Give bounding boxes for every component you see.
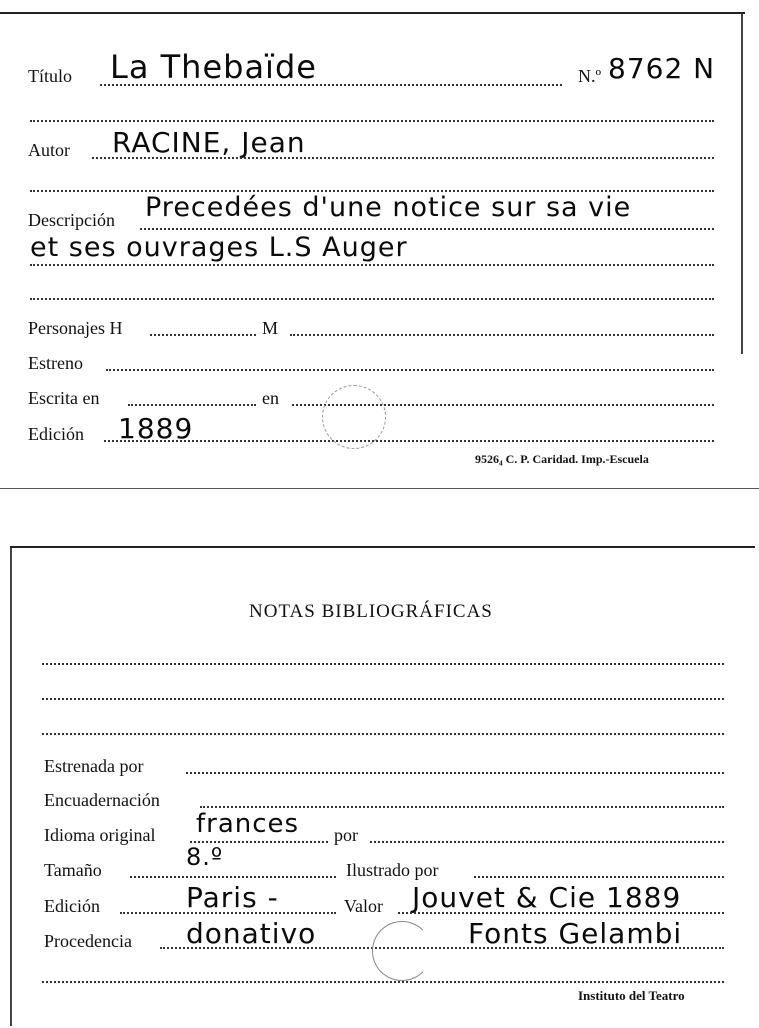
valor-label: Valor: [344, 896, 383, 916]
autor-line: [92, 157, 714, 159]
descripcion-line1: Precedées d'une notice sur sa vie: [145, 192, 632, 223]
personajes-h-line: [150, 334, 256, 336]
numero-label: N.º: [578, 66, 602, 86]
notes-line: [42, 663, 724, 665]
edicion-value: Paris -: [186, 881, 279, 914]
por-line: [370, 841, 724, 843]
tamano-line: [130, 876, 336, 878]
autor-value: RACINE, Jean: [112, 126, 306, 159]
por-label: por: [334, 825, 358, 845]
estreno-label: Estreno: [28, 353, 83, 373]
titulo-value: La Thebaïde: [110, 48, 317, 86]
idioma-value: frances: [196, 809, 300, 839]
notas-heading: NOTAS BIBLIOGRÁFICAS: [249, 601, 493, 622]
titulo-label: Título: [28, 66, 72, 86]
encuadernacion-label: Encuadernación: [44, 790, 160, 810]
edicion-label: Edición: [44, 896, 100, 916]
card-right-edge: [741, 14, 743, 354]
catalog-card-front: [0, 0, 759, 495]
tamano-value: 8.º: [186, 843, 224, 871]
personajes-label: Personajes H: [28, 318, 123, 338]
escrita-label: Escrita en: [28, 388, 100, 408]
procedencia-value2: Fonts Gelambi: [468, 917, 683, 950]
notes-line: [42, 733, 724, 735]
footer-institution: Instituto del Teatro: [578, 988, 685, 1003]
titulo-line: [100, 84, 562, 86]
notes-line: [42, 981, 724, 983]
edicion-line: [120, 912, 336, 914]
edicion-line: [104, 440, 714, 442]
stamp-mark: [322, 385, 386, 449]
m-label: M: [262, 318, 279, 338]
valor-value: Jouvet & Cie 1889: [412, 881, 682, 914]
descripcion-line2: et ses ouvrages L.S Auger: [30, 232, 408, 263]
stamp-mark: [372, 921, 432, 981]
encuadernacion-line: [200, 806, 724, 808]
procedencia-value: donativo: [186, 917, 317, 950]
escrita-line: [128, 404, 256, 406]
estrenada-label: Estrenada por: [44, 756, 144, 776]
catalog-card-back: [0, 543, 759, 1028]
valor-line: [398, 912, 724, 914]
procedencia-line: [160, 947, 724, 949]
personajes-m-line: [290, 334, 714, 336]
card-top-edge: [10, 546, 755, 548]
edicion-label: Edición: [28, 424, 84, 444]
en-label: en: [262, 388, 279, 408]
card-left-edge: [10, 548, 12, 1026]
idioma-label: Idioma original: [44, 825, 156, 845]
ilustrado-line: [474, 876, 724, 878]
edicion-value: 1889: [118, 412, 194, 445]
ilustrado-label: Ilustrado por: [346, 860, 439, 880]
tamano-label: Tamaño: [44, 860, 102, 880]
descripcion-line: [140, 228, 714, 230]
estrenada-line: [186, 772, 724, 774]
numero-value: 8762 N: [608, 52, 716, 85]
descripcion-line: [30, 264, 714, 266]
blank-line: [30, 120, 714, 122]
printer-line: 9526₄ C. P. Caridad. Imp.-Escuela: [475, 452, 649, 466]
autor-label: Autor: [28, 140, 70, 160]
procedencia-label: Procedencia: [44, 931, 132, 951]
notes-line: [42, 698, 724, 700]
card-bottom-edge: [0, 488, 759, 489]
descripcion-label: Descripción: [28, 210, 115, 230]
estreno-line: [106, 369, 714, 371]
card-top-edge: [0, 12, 745, 14]
blank-line: [30, 298, 714, 300]
